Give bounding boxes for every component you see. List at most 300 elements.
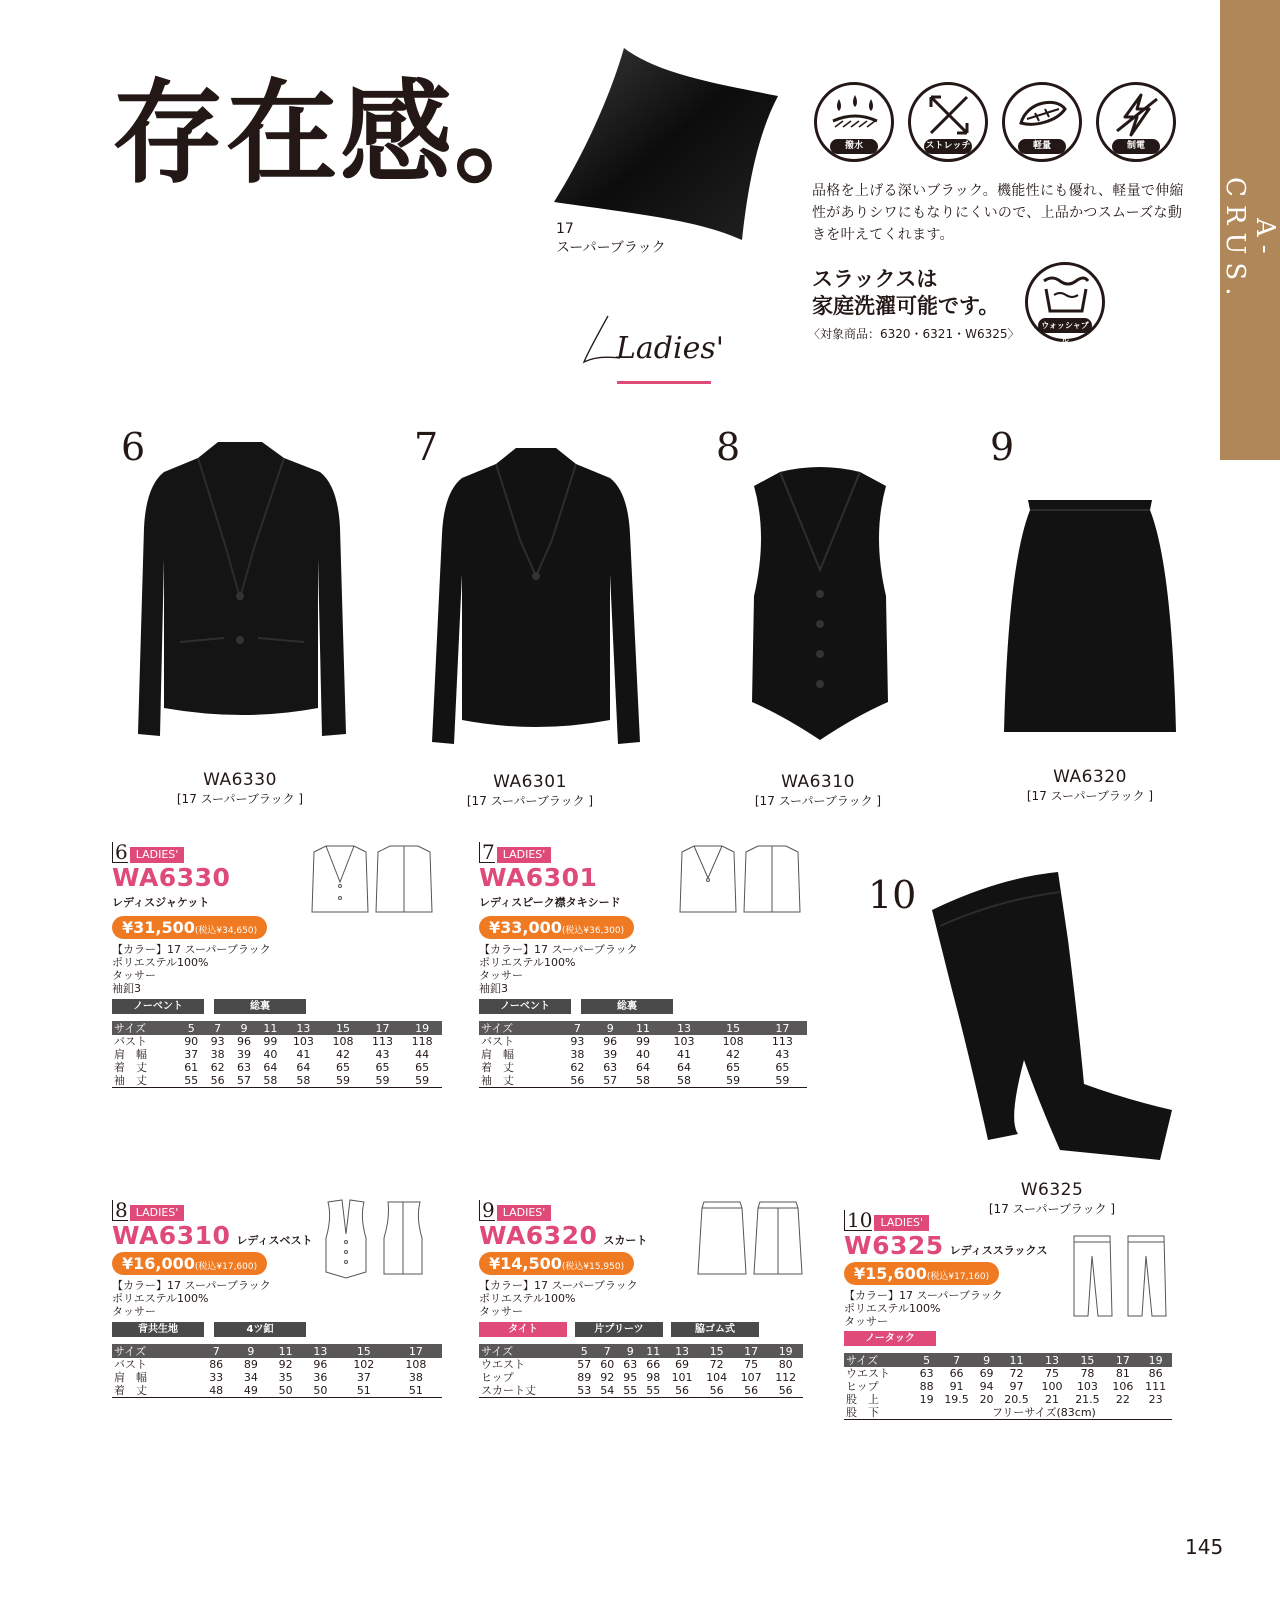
skirt-photo <box>1000 496 1180 736</box>
size-cell: 着 丈 <box>112 1384 199 1398</box>
size-cell: 股 下 <box>844 1406 916 1420</box>
feature-water-repellent <box>814 82 894 162</box>
size-cell: 57 <box>577 1358 592 1371</box>
price-tax: (税込¥15,950) <box>561 1262 625 1272</box>
spec-number: 10 <box>844 1210 872 1231</box>
size-cell: 61 <box>184 1061 199 1074</box>
lightweight-icon <box>1017 93 1069 137</box>
size-col: 5 <box>573 1344 596 1358</box>
product-color: 【カラー】17 スーパーブラック <box>112 943 271 956</box>
product-extra: タッサー <box>479 969 523 982</box>
tag: ノーベント <box>112 999 204 1014</box>
size-cell: 102 <box>353 1358 375 1371</box>
size-row <box>844 1393 1172 1406</box>
size-cell: 86 <box>1148 1367 1163 1380</box>
product-extra: タッサー <box>479 1305 523 1318</box>
size-cell: 50 <box>268 1384 303 1398</box>
size-cell: 21 <box>1045 1393 1059 1406</box>
size-cell: 58 <box>659 1074 708 1088</box>
size-cell: 56 <box>734 1384 769 1398</box>
photo-color: [17 スーパーブラック ] <box>176 792 304 806</box>
product-color: 【カラー】17 スーパーブラック <box>479 1279 638 1292</box>
product-material: ポリエステル100% <box>844 1302 941 1315</box>
product-code: WA6330 <box>112 863 231 892</box>
size-cell: ヒップ <box>846 1380 879 1393</box>
size-header <box>479 1344 803 1358</box>
feature-label: ストレッチ <box>924 139 972 154</box>
size-row <box>112 1371 442 1384</box>
size-col: 19 <box>402 1021 442 1035</box>
size-cell: 41 <box>296 1048 311 1061</box>
size-col: 13 <box>665 1344 700 1358</box>
size-cell: バスト <box>114 1358 147 1371</box>
size-cell: バスト <box>114 1035 147 1048</box>
feature-label: 軽量 <box>1018 139 1066 154</box>
size-cell: 肩 幅 <box>114 1371 147 1384</box>
size-cell: 56 <box>768 1384 803 1398</box>
size-cell: 40 <box>635 1048 650 1061</box>
ladies-script-logo <box>580 308 750 368</box>
size-cell: 19.5 <box>944 1393 969 1406</box>
size-cell: ウエスト <box>481 1358 525 1371</box>
size-cell: 108 <box>405 1358 427 1371</box>
size-cell: 75 <box>744 1358 759 1371</box>
washable-target: 〈対象商品：6320・6321・W6325〉 <box>808 327 1020 341</box>
size-cell: 111 <box>1145 1380 1167 1393</box>
size-row <box>844 1406 1172 1420</box>
washable-line1: スラックスは <box>812 267 938 291</box>
size-row <box>844 1367 1172 1380</box>
size-cell: 49 <box>234 1384 269 1398</box>
size-cell: 55 <box>178 1074 204 1088</box>
photo-color: [17 スーパーブラック ] <box>754 794 882 808</box>
size-col: 17 <box>363 1021 403 1035</box>
price: ¥14,500 <box>489 1254 562 1273</box>
size-col: 13 <box>1036 1353 1069 1367</box>
brand-tab <box>1220 0 1280 460</box>
page-number: 145 <box>1185 1535 1224 1559</box>
product-color: 【カラー】17 スーパーブラック <box>112 1279 271 1292</box>
size-cell: スカート丈 <box>479 1384 573 1398</box>
size-col: 9 <box>619 1344 642 1358</box>
size-col: 17 <box>734 1344 769 1358</box>
size-cell: 肩 幅 <box>114 1048 147 1061</box>
size-cell: 107 <box>740 1371 762 1384</box>
size-cell: 93 <box>570 1035 585 1048</box>
product-code: W6325 <box>844 1231 944 1260</box>
size-cell: 44 <box>415 1048 430 1061</box>
size-cell: 106 <box>1112 1380 1134 1393</box>
size-cell: 97 <box>1009 1380 1024 1393</box>
size-table <box>844 1353 1172 1420</box>
photo-code: WA6310 <box>781 772 855 792</box>
photo-code: W6325 <box>1020 1180 1084 1200</box>
size-cell: 93 <box>210 1035 225 1048</box>
size-cell: 53 <box>573 1384 596 1398</box>
size-cell: 104 <box>706 1371 728 1384</box>
size-cell: 92 <box>600 1371 615 1384</box>
size-col: サイズ <box>112 1344 199 1358</box>
size-cell: 37 <box>356 1371 371 1384</box>
tag: 背共生地 <box>112 1322 204 1337</box>
size-cell: 59 <box>709 1074 758 1088</box>
size-cell: 34 <box>243 1371 258 1384</box>
product-extra: 袖釦3 <box>112 982 141 995</box>
size-cell: 38 <box>570 1048 585 1061</box>
size-cell: 100 <box>1041 1380 1063 1393</box>
size-col: 15 <box>338 1344 390 1358</box>
size-col: 15 <box>1068 1353 1106 1367</box>
size-cell: 86 <box>209 1358 224 1371</box>
size-cell: 88 <box>919 1380 934 1393</box>
size-col: 17 <box>1107 1353 1140 1367</box>
size-row <box>112 1048 442 1061</box>
product-name: レディスベスト <box>236 1234 313 1247</box>
size-cell: 22 <box>1115 1393 1130 1406</box>
size-col: 7 <box>596 1344 619 1358</box>
feature-label: 撥水 <box>830 139 878 154</box>
size-cell: 37 <box>184 1048 199 1061</box>
size-cell: 98 <box>646 1371 661 1384</box>
size-cell: 64 <box>635 1061 650 1074</box>
size-cell: 35 <box>278 1371 293 1384</box>
size-cell: 66 <box>949 1367 964 1380</box>
water-repellent-icon <box>829 93 881 137</box>
size-col: 9 <box>234 1344 269 1358</box>
feature-antistatic <box>1096 82 1176 162</box>
size-cell: 43 <box>375 1048 390 1061</box>
jacket-photo <box>134 438 348 740</box>
product-material: ポリエステル100% <box>479 956 576 969</box>
photo-color: [17 スーパーブラック ] <box>988 1202 1116 1216</box>
tag: 片プリーツ <box>575 1322 663 1337</box>
tuxedo-line-drawing <box>678 842 804 918</box>
size-cell: 62 <box>210 1061 225 1074</box>
size-cell: 56 <box>204 1074 230 1088</box>
size-cell: 64 <box>676 1061 691 1074</box>
size-cell: 64 <box>296 1061 311 1074</box>
size-cell: 108 <box>332 1035 354 1048</box>
size-cell: 96 <box>236 1035 251 1048</box>
size-cell: 95 <box>623 1371 638 1384</box>
price-tag <box>112 916 267 939</box>
size-cell: 92 <box>278 1358 293 1371</box>
antistatic-icon <box>1111 93 1163 137</box>
tag: 脇ゴム式 <box>671 1322 759 1337</box>
feature-tags <box>479 999 807 1014</box>
product-extra: タッサー <box>112 969 156 982</box>
size-cell: 81 <box>1115 1367 1130 1380</box>
size-cell: 113 <box>771 1035 793 1048</box>
size-col: 15 <box>323 1021 363 1035</box>
size-col: 19 <box>768 1344 803 1358</box>
price-tax: (税込¥34,650) <box>194 926 258 936</box>
size-cell: 113 <box>372 1035 394 1048</box>
size-cell: 42 <box>335 1048 350 1061</box>
size-cell: 58 <box>257 1074 283 1088</box>
size-cell: 59 <box>323 1074 363 1088</box>
size-cell: 21.5 <box>1075 1393 1100 1406</box>
size-row <box>479 1074 807 1088</box>
size-header <box>844 1353 1172 1367</box>
brand-tab-text: A-CRUS. <box>1220 176 1280 304</box>
size-cell: 42 <box>726 1048 741 1061</box>
size-table <box>479 1344 803 1398</box>
size-cell: 着 丈 <box>481 1061 514 1074</box>
size-table <box>112 1344 442 1398</box>
size-row <box>112 1358 442 1371</box>
fabric-code: 17 <box>556 221 574 237</box>
size-cell: 56 <box>699 1384 734 1398</box>
size-col: サイズ <box>112 1021 178 1035</box>
size-cell: 20 <box>979 1393 994 1406</box>
size-cell: 63 <box>919 1367 934 1380</box>
size-col: 17 <box>390 1344 442 1358</box>
feature-tags <box>112 999 442 1014</box>
washable-heading <box>812 266 999 320</box>
size-cell: 袖 丈 <box>479 1074 561 1088</box>
size-cell: 51 <box>390 1384 442 1398</box>
size-cell: 38 <box>210 1048 225 1061</box>
size-col: 13 <box>284 1021 324 1035</box>
photo-code: WA6330 <box>203 770 277 790</box>
size-col: 11 <box>642 1344 665 1358</box>
feature-lightweight <box>1002 82 1082 162</box>
tag: 総裏 <box>581 999 673 1014</box>
size-cell: 肩 幅 <box>481 1048 514 1061</box>
size-cell: ウエスト <box>846 1367 890 1380</box>
size-row <box>112 1061 442 1074</box>
size-cell: 59 <box>758 1074 807 1088</box>
size-cell: 48 <box>199 1384 234 1398</box>
size-row <box>479 1384 803 1398</box>
size-col: 11 <box>268 1344 303 1358</box>
size-cell: 112 <box>775 1371 797 1384</box>
slacks-line-drawing <box>1068 1232 1172 1320</box>
size-cell: 23 <box>1148 1393 1163 1406</box>
product-code: WA6310 <box>112 1221 231 1250</box>
size-cell: 40 <box>263 1048 278 1061</box>
description: 品格を上げる深いブラック。機能性にも優れ、軽量で伸縮性がありシワにもなりにくいので、上品かつスムーズな動きを叶えてくれます。 <box>812 183 1184 243</box>
jacket-line-drawing <box>310 842 436 918</box>
size-table <box>112 1021 442 1088</box>
price: ¥15,600 <box>854 1264 927 1283</box>
photo-number: 9 <box>990 425 1015 469</box>
product-extra: タッサー <box>112 1305 156 1318</box>
size-cell: 60 <box>600 1358 615 1371</box>
size-cell: 72 <box>709 1358 724 1371</box>
size-header <box>112 1344 442 1358</box>
size-cell: 51 <box>338 1384 390 1398</box>
photo-number: 10 <box>868 873 917 917</box>
size-cell: 33 <box>209 1371 224 1384</box>
size-col: 11 <box>997 1353 1035 1367</box>
photo-color: [17 スーパーブラック ] <box>1026 789 1154 803</box>
product-name: スカート <box>603 1234 648 1247</box>
size-col: 15 <box>699 1344 734 1358</box>
size-cell: 103 <box>1076 1380 1098 1393</box>
skirt-line-drawing <box>696 1198 806 1278</box>
size-col: 7 <box>204 1021 230 1035</box>
price-tag <box>112 1252 267 1275</box>
headline: 存在感。 <box>112 69 568 199</box>
size-cell: 101 <box>671 1371 693 1384</box>
size-row <box>479 1061 807 1074</box>
product-color: 【カラー】17 スーパーブラック <box>479 943 638 956</box>
fabric-name: スーパーブラック <box>556 240 666 256</box>
size-cell: 63 <box>623 1358 638 1371</box>
size-col: サイズ <box>479 1344 573 1358</box>
size-row <box>112 1384 442 1398</box>
price-tax: (税込¥17,160) <box>926 1272 990 1282</box>
size-cell: 着 丈 <box>114 1061 147 1074</box>
price-tax: (税込¥36,300) <box>561 926 625 936</box>
size-cell: フリーサイズ(83cm) <box>916 1406 1172 1420</box>
photo-code: WA6301 <box>493 772 567 792</box>
feature-tags <box>844 1331 1172 1346</box>
price-tax: (税込¥17,600) <box>194 1262 258 1272</box>
price: ¥31,500 <box>122 918 195 937</box>
size-col: 5 <box>178 1021 204 1035</box>
size-header <box>479 1021 807 1035</box>
size-cell: 63 <box>236 1061 251 1074</box>
size-col: サイズ <box>844 1353 916 1367</box>
product-color: 【カラー】17 スーパーブラック <box>844 1289 1003 1302</box>
size-table <box>479 1021 807 1088</box>
size-header <box>112 1021 442 1035</box>
price-tag <box>844 1262 999 1285</box>
spec-number: 9 <box>479 1200 495 1221</box>
size-col: 13 <box>659 1021 708 1035</box>
size-cell: 38 <box>408 1371 423 1384</box>
washable-label: ウォッシャブル <box>1038 318 1092 333</box>
size-cell: 65 <box>335 1061 350 1074</box>
size-cell: 62 <box>570 1061 585 1074</box>
size-cell: 56 <box>561 1074 594 1088</box>
size-cell: 94 <box>979 1380 994 1393</box>
vest-line-drawing <box>316 1198 434 1280</box>
washable-badge <box>1025 262 1105 345</box>
size-cell: 58 <box>284 1074 324 1088</box>
size-cell: 39 <box>603 1048 618 1061</box>
price: ¥16,000 <box>122 1254 195 1273</box>
product-name: レディスピーク襟タキシード <box>479 896 621 909</box>
size-cell: 43 <box>775 1048 790 1061</box>
size-cell: 96 <box>603 1035 618 1048</box>
size-cell: 66 <box>646 1358 661 1371</box>
tag: ノーベント <box>479 999 571 1014</box>
product-name: レディスジャケット <box>112 896 210 909</box>
washable-line2: 家庭洗濯可能です。 <box>812 294 1000 318</box>
size-col: 11 <box>627 1021 660 1035</box>
size-cell: 41 <box>676 1048 691 1061</box>
size-cell: 108 <box>722 1035 744 1048</box>
photo-color: [17 スーパーブラック ] <box>466 794 594 808</box>
size-row <box>844 1380 1172 1393</box>
price-tag <box>479 1252 634 1275</box>
size-cell: 59 <box>402 1074 442 1088</box>
feature-tags <box>479 1322 803 1337</box>
size-cell: 39 <box>236 1048 251 1061</box>
photo-number: 8 <box>716 425 741 469</box>
size-cell: 89 <box>577 1371 592 1384</box>
size-cell: 57 <box>231 1074 257 1088</box>
product-extra: 袖釦3 <box>479 982 508 995</box>
tag: タイト <box>479 1322 567 1337</box>
size-cell: 57 <box>594 1074 627 1088</box>
photo-code: WA6320 <box>1053 767 1127 787</box>
size-col: 15 <box>709 1021 758 1035</box>
size-col: 9 <box>594 1021 627 1035</box>
size-col: 9 <box>231 1021 257 1035</box>
size-row <box>479 1048 807 1061</box>
size-col: 11 <box>257 1021 283 1035</box>
ladies-badge: LADIES' <box>130 1205 185 1221</box>
photo-number: 6 <box>121 425 146 469</box>
size-cell: 65 <box>375 1061 390 1074</box>
product-code: WA6301 <box>479 863 598 892</box>
vest-photo <box>736 466 904 740</box>
size-col: 19 <box>1139 1353 1172 1367</box>
size-cell: 55 <box>619 1384 642 1398</box>
size-cell: 58 <box>627 1074 660 1088</box>
product-name: レディススラックス <box>949 1244 1048 1257</box>
size-cell: 80 <box>778 1358 793 1371</box>
size-cell: 69 <box>675 1358 690 1371</box>
size-row <box>112 1035 442 1048</box>
feature-stretch <box>908 82 988 162</box>
tuxedo-photo <box>424 444 648 750</box>
stretch-icon <box>923 93 975 137</box>
spec-number: 8 <box>112 1200 128 1221</box>
slacks-photo <box>928 870 1178 1160</box>
size-row <box>479 1035 807 1048</box>
spec-number: 6 <box>112 842 128 863</box>
size-col: 7 <box>937 1353 975 1367</box>
size-cell: 55 <box>642 1384 665 1398</box>
size-cell: 50 <box>303 1384 338 1398</box>
size-cell: 103 <box>292 1035 314 1048</box>
size-col: 7 <box>561 1021 594 1035</box>
size-cell: バスト <box>481 1035 514 1048</box>
size-cell: 103 <box>673 1035 695 1048</box>
size-cell: 65 <box>775 1061 790 1074</box>
tag: ノータック <box>844 1331 936 1346</box>
size-cell: 袖 丈 <box>112 1074 178 1088</box>
tag: 総裏 <box>214 999 306 1014</box>
size-col: 7 <box>199 1344 234 1358</box>
size-cell: 99 <box>635 1035 650 1048</box>
ladies-badge: LADIES' <box>130 847 185 863</box>
size-cell: 63 <box>603 1061 618 1074</box>
size-cell: 54 <box>596 1384 619 1398</box>
product-code: WA6320 <box>479 1221 598 1250</box>
size-cell: 股 上 <box>846 1393 879 1406</box>
ladies-script-text: Ladies' <box>616 331 725 366</box>
size-col: 5 <box>916 1353 938 1367</box>
product-material: ポリエステル100% <box>479 1292 576 1305</box>
size-cell: 36 <box>313 1371 328 1384</box>
size-cell: 59 <box>363 1074 403 1088</box>
size-cell: ヒップ <box>481 1371 514 1384</box>
product-extra: タッサー <box>844 1315 888 1328</box>
size-cell: 69 <box>979 1367 994 1380</box>
size-cell: 72 <box>1009 1367 1024 1380</box>
fabric-label <box>556 220 666 258</box>
spec-number: 7 <box>479 842 495 863</box>
size-cell: 96 <box>313 1358 328 1371</box>
product-material: ポリエステル100% <box>112 1292 209 1305</box>
